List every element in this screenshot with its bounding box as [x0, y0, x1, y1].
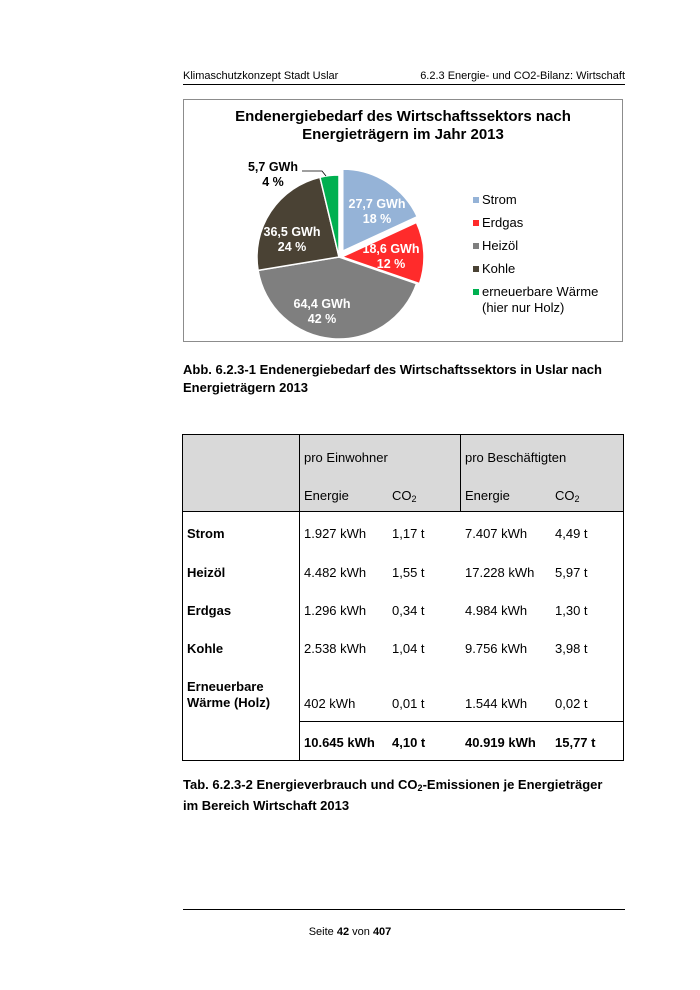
table-cell: 0,02 t: [555, 696, 588, 711]
legend-label: Heizöl: [482, 238, 519, 253]
table-cell: 0,01 t: [392, 696, 425, 711]
row-label: Kohle: [187, 641, 224, 656]
legend-swatch: [473, 220, 479, 226]
legend-swatch: [473, 266, 479, 272]
legend-swatch: [473, 243, 479, 249]
slice-percent-label: 18 %: [362, 212, 392, 226]
table-cell: 1,55 t: [392, 565, 425, 580]
col-header-co2: $CO_2$: [555, 488, 580, 504]
row-label: Erdgas: [187, 603, 232, 618]
pie-chart-figure: [183, 99, 623, 342]
total-cell: 4,10 t: [392, 735, 426, 750]
legend-item-heizoel: [473, 238, 598, 261]
slice-percent-label: 42 %: [307, 312, 337, 326]
table-caption: [183, 776, 623, 815]
table-cell: 1.544 kWh: [465, 696, 528, 711]
table-border-left: [182, 434, 183, 760]
table-cell: 3,98 t: [555, 641, 588, 656]
chart-title-line1: Endenergiebedarf des Wirtschaftssektors nach: [235, 108, 571, 125]
header-rule: [183, 84, 625, 85]
table-cell: 17.228 kWh: [465, 565, 535, 580]
table-cell: 1.296 kWh: [304, 603, 367, 618]
table-caption-line1: Tab. 6.2.3-2 Energieverbrauch und $CO_2$-Emissionen je Energieträger: [183, 777, 603, 793]
group-header-einwohner: pro Einwohner: [304, 450, 388, 465]
total-cell: 10.645 kWh: [304, 735, 375, 750]
legend-label-line2: (hier nur Holz): [482, 300, 565, 315]
row-label: Erneuerbare Wärme (Holz): [187, 679, 271, 710]
slice-value-label: 36,5 GWh: [263, 225, 321, 239]
legend-label: erneuerbare Wärme: [482, 284, 599, 299]
col-header-energie: Energie: [465, 488, 510, 503]
footer-rule: [183, 909, 625, 910]
running-header-left: Klimaschutzkonzept Stadt Uslar: [183, 70, 339, 82]
chart-title-line2: Energieträgern im Jahr 2013: [302, 126, 504, 143]
table-caption-line2: im Bereich Wirtschaft 2013: [183, 798, 350, 813]
legend-item-kohle: [473, 261, 598, 284]
row-label: Strom: [187, 526, 225, 541]
legend-swatch: [473, 197, 479, 203]
legend-item-erdgas: [473, 215, 598, 238]
table-group-divider: [460, 434, 461, 511]
slice-percent-label: 24 %: [277, 240, 307, 254]
figure-caption: [183, 361, 623, 397]
total-cell: 40.919 kWh: [465, 735, 536, 750]
legend-label: Strom: [482, 192, 517, 207]
legend-item-erneuerbare-waerme: [473, 284, 598, 324]
table-label-divider: [299, 434, 300, 760]
label-column-shade: [182, 511, 299, 761]
table-cell: 9.756 kWh: [465, 641, 528, 656]
table-border-right: [623, 434, 624, 760]
slice-percent-label: 4 %: [262, 175, 284, 189]
table-total-rule: [299, 721, 624, 722]
table-border-bottom: [182, 760, 624, 761]
table-cell: 402 kWh: [304, 696, 356, 711]
total-cell: 15,77 t: [555, 735, 596, 750]
chart-legend: [473, 192, 598, 324]
energy-table: [182, 434, 624, 761]
table-header-rule: [182, 511, 624, 512]
group-header-beschaeftigte: pro Beschäftigten: [465, 450, 567, 465]
legend-swatch: [473, 289, 479, 295]
legend-label: Kohle: [482, 261, 516, 276]
slice-value-label: 18,6 GWh: [362, 242, 420, 256]
table-cell: 2.538 kWh: [304, 641, 367, 656]
figure-caption-line1: Abb. 6.2.3-1 Endenergiebedarf des Wirtschaftssektors in Uslar nach: [183, 362, 602, 377]
slice-value-label: 5,7 GWh: [247, 160, 299, 174]
leader-line: [302, 171, 326, 176]
table-cell: 4.482 kWh: [304, 565, 367, 580]
table-cell: 4,49 t: [555, 526, 588, 541]
table-cell: 4.984 kWh: [465, 603, 528, 618]
table-border-top: [182, 434, 624, 435]
table-cell: 1.927 kWh: [304, 526, 367, 541]
col-header-energie: Energie: [304, 488, 349, 503]
table-cell: 5,97 t: [555, 565, 588, 580]
row-label: Heizöl: [187, 565, 226, 580]
slice-value-label: 64,4 GWh: [293, 297, 351, 311]
legend-label: Erdgas: [482, 215, 524, 230]
slice-value-label: 27,7 GWh: [348, 197, 406, 211]
running-header-right: 6.2.3 Energie- und CO2-Bilanz: Wirtschaft: [420, 70, 625, 82]
figure-caption-line2: Energieträgern 2013: [183, 380, 309, 395]
legend-item-strom: [473, 192, 598, 215]
slice-percent-label: 12 %: [376, 257, 406, 271]
table-cell: 1,17 t: [392, 526, 425, 541]
table-cell: 1,04 t: [392, 641, 425, 656]
table-cell: 1,30 t: [555, 603, 588, 618]
page-number: Seite 42 von 407: [308, 926, 392, 938]
table-cell: 7.407 kWh: [465, 526, 528, 541]
col-header-co2: $CO_2$: [392, 488, 417, 504]
table-cell: 0,34 t: [392, 603, 425, 618]
